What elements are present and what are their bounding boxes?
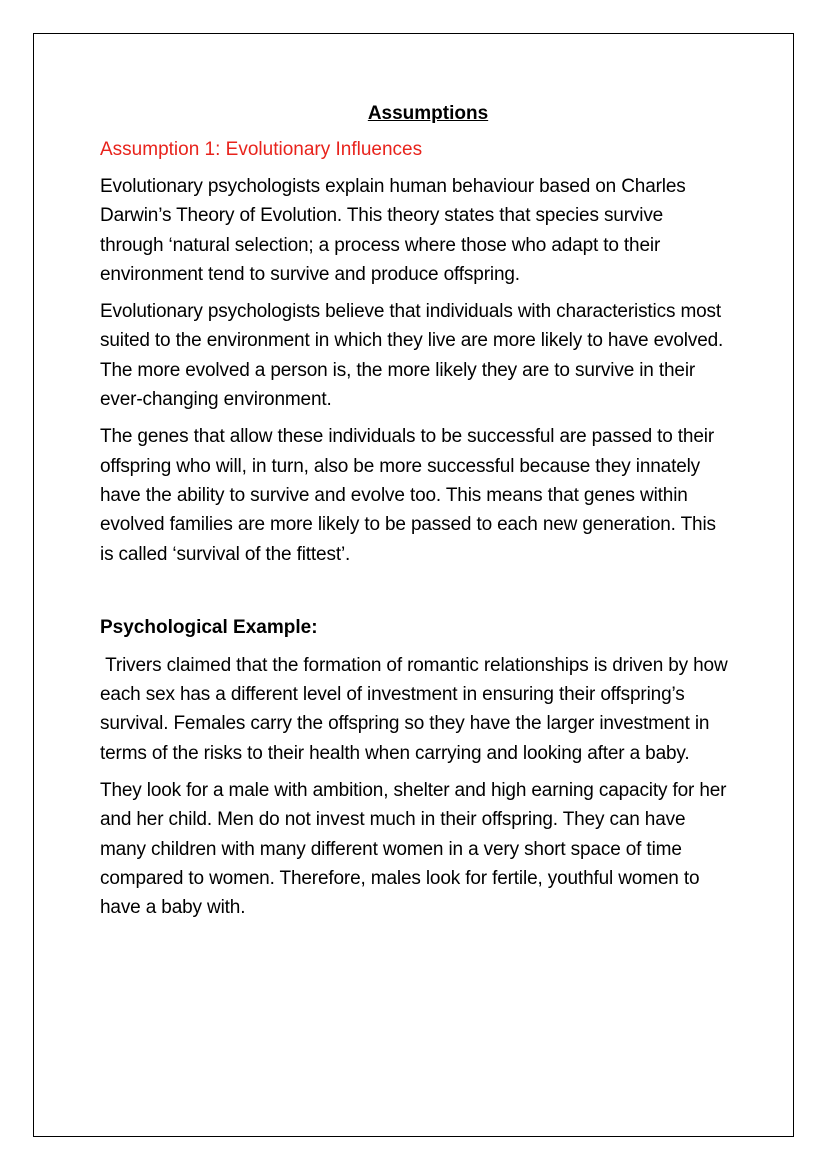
section-spacer	[100, 577, 728, 615]
paragraph-3: The genes that allow these individuals to be successful are passed to their offspring who will, in turn, also be more successful because they innately have the ability to survive and evolve too. This means that genes within evolved families are more likely to be passed to each new generation. This is called ‘survival of the fittest’.	[100, 426, 716, 565]
paragraph-1: Evolutionary psychologists explain human behaviour based on Charles Darwin’s Theory of Evolution. This theory states that species survive through ‘natural selection; a process where those who adapt to their environment tend to survive and produce offspring.	[100, 176, 686, 285]
document-body	[100, 99, 733, 931]
assumption-heading: Assumption 1: Evolutionary Influences	[100, 139, 423, 160]
example-heading: Psychological Example:	[100, 616, 318, 638]
paragraph-2: Evolutionary psychologists believe that individuals with characteristics most suited to the environment in which they live are more likely to have evolved. The more evolved a person is, the more likely they are to survive in their ever-changing environment.	[100, 301, 724, 411]
example-paragraph-1: Trivers claimed that the formation of romantic relationships is driven by how each sex has a different level of investment in ensuring their offspring’s survival. Females carry the offspring so they have the larger investment in terms of the risks to their health when carrying and looking after a baby.	[100, 654, 733, 764]
page-title: Assumptions	[367, 103, 489, 124]
example-paragraph-2: They look for a male with ambition, shelter and high earning capacity for her and her child. Men do not invest much in their offspring. They can have many children with many different women in a very short space of time compared to women. Therefore, males look for fertile, youthful women to have a baby with.	[100, 780, 727, 919]
